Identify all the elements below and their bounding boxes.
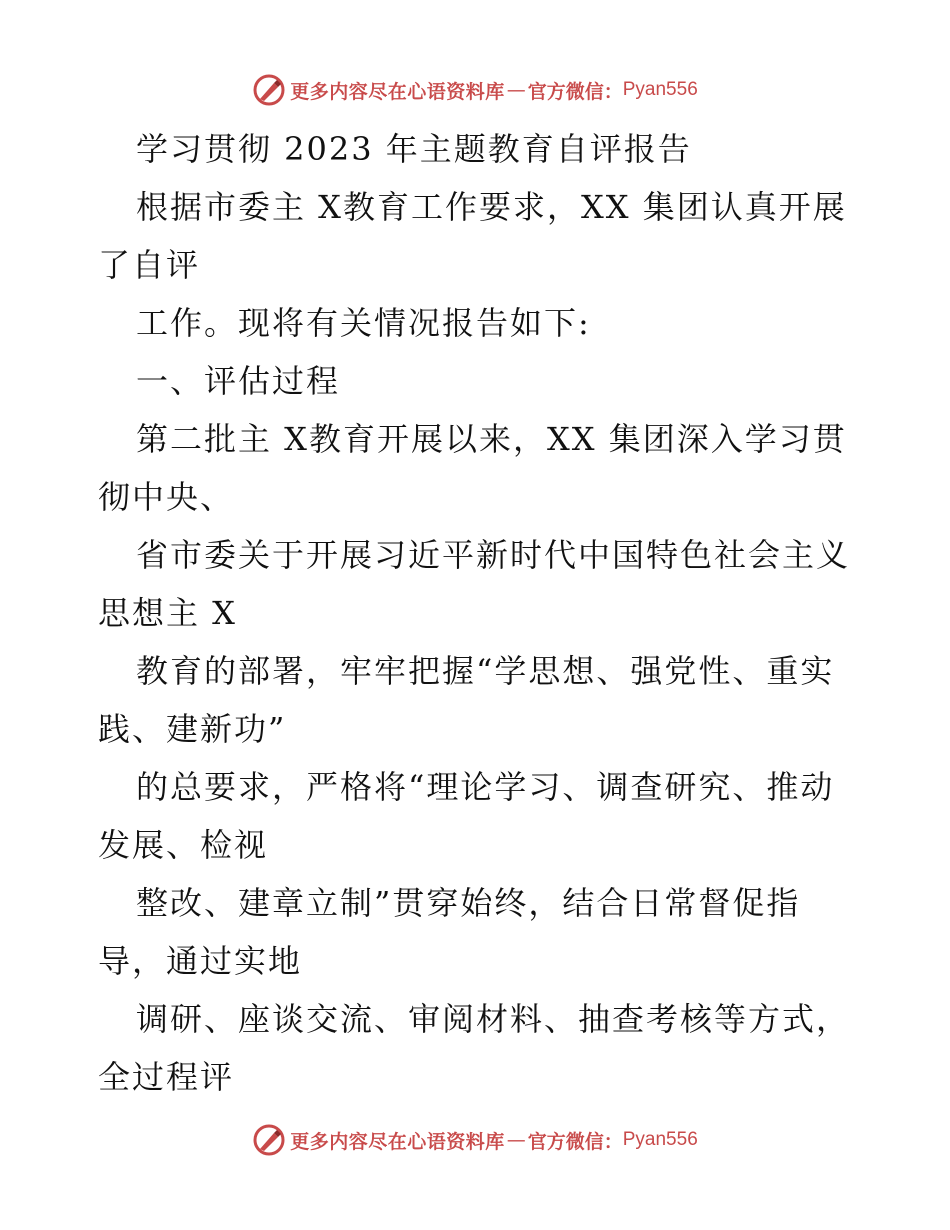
document-title: 学习贯彻 2023 年主题教育自评报告	[136, 130, 692, 168]
document-body	[98, 120, 858, 1106]
text-line: 践、建新功”	[98, 710, 287, 748]
text-line: 的总要求，严格将“理论学习、调查研究、推动	[136, 768, 835, 806]
text-line: 了自评	[98, 246, 201, 284]
text-line: 全过程评	[98, 1058, 235, 1096]
text-line: 整改、建章立制”贯穿始终，结合日常督促指	[136, 884, 801, 922]
text-line: 彻中央、	[98, 478, 235, 516]
text-line: 第二批主 X教育开展以来，XX 集团深入学习贯	[136, 420, 847, 458]
footer-watermark	[0, 1120, 950, 1160]
text-line: 一、评估过程	[136, 362, 341, 400]
pen-logo-icon	[252, 73, 286, 107]
watermark-id: Pyan556	[622, 79, 698, 100]
text-line: 调研、座谈交流、审阅材料、抽查考核等方式，	[136, 1000, 851, 1038]
text-line: 省市委关于开展习近平新时代中国特色社会主义	[136, 536, 851, 574]
watermark-dash: —	[506, 1129, 526, 1151]
header-watermark	[0, 70, 950, 110]
watermark-brand: 更多内容尽在心语资料库	[290, 80, 505, 103]
pen-logo-icon	[252, 1123, 286, 1157]
watermark-label: 官方微信：	[527, 1130, 623, 1153]
text-line: 教育的部署，牢牢把握“学思想、强党性、重实	[136, 652, 835, 690]
text-line: 思想主 X	[98, 594, 237, 632]
text-line: 发展、检视	[98, 826, 269, 864]
text-line: 工作。现将有关情况报告如下:	[136, 304, 591, 342]
watermark-label: 官方微信：	[527, 80, 623, 103]
text-line: 根据市委主 X教育工作要求，XX 集团认真开展	[136, 188, 847, 226]
watermark-brand: 更多内容尽在心语资料库	[290, 1130, 505, 1153]
watermark-dash: —	[506, 79, 526, 101]
text-line: 导，通过实地	[98, 942, 303, 980]
watermark-id: Pyan556	[622, 1129, 698, 1150]
